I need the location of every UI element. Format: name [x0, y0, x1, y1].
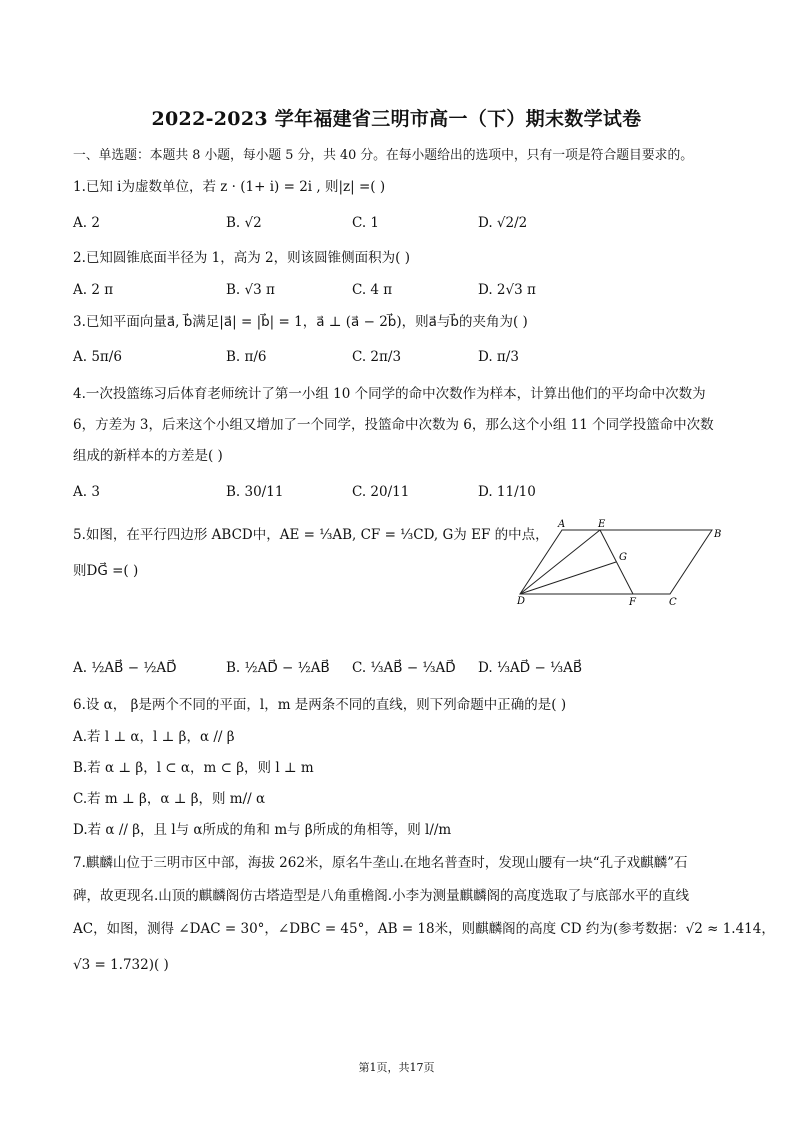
question-1-stem: 1.已知 i为虚数单位，若 z · (1+ i) = 2i , 则|z| =( ) [73, 179, 386, 195]
q5-option-b: B. ½AD⃗ − ½AB⃗ [226, 660, 330, 676]
segment-ef [600, 530, 633, 594]
q1-option-b: B. √2 [226, 215, 262, 231]
question-3-stem: 3.已知平面向量a⃗, b⃗满足|a⃗| = |b⃗| = 1，a⃗ ⊥ (a⃗ − 2b⃗)，则a⃗与b⃗的夹角为( ) [73, 314, 528, 330]
q4-option-d: D. 11/10 [478, 484, 536, 500]
paper-title: 2022-2023 学年福建省三明市高一（下）期末数学试卷 [151, 108, 642, 130]
q5-option-c: C. ⅓AB⃗ − ⅓AD⃗ [352, 660, 456, 676]
label-d: D [517, 596, 526, 607]
question-4-line-1: 4.一次投篮练习后体育老师统计了第一小组 10 个同学的命中次数作为样本，计算出他们的平均命中次数为 [73, 386, 706, 402]
q6-option-b: B.若 α ⊥ β，l ⊂ α，m ⊂ β，则 l ⊥ m [73, 760, 314, 776]
segment-dg [520, 562, 616, 594]
q5-option-a: A. ½AB⃗ − ½AD⃗ [73, 660, 177, 676]
q1-option-a: A. 2 [73, 215, 100, 231]
section-heading: 一、单选题：本题共 8 小题，每小题 5 分，共 40 分。在每小题给出的选项中，只有一项是符合题目要求的。 [73, 148, 694, 163]
q2-option-b: B. √3 π [226, 282, 275, 298]
question-2-stem: 2.已知圆锥底面半径为 1，高为 2，则该圆锥侧面积为( ) [73, 250, 410, 266]
q3-option-d: D. π/3 [478, 349, 519, 365]
q6-option-c: C.若 m ⊥ β，α ⊥ β，则 m// α [73, 791, 266, 807]
question-7-line-4: √3 = 1.732)( ) [73, 957, 169, 973]
label-e: E [598, 519, 606, 530]
question-4-line-2: 6，方差为 3，后来这个小组又增加了一个同学，投篮命中次数为 6，那么这个小组 11 个同学投篮命中次数 [73, 417, 714, 433]
q4-option-c: C. 20/11 [352, 484, 410, 500]
q6-option-d: D.若 α // β，且 l与 α所成的角和 m与 β所成的角相等，则 l//m [73, 822, 452, 838]
q2-option-c: C. 4 π [352, 282, 393, 298]
q3-option-a: A. 5π/6 [73, 349, 122, 365]
parallelogram-figure [512, 516, 732, 612]
q3-option-c: C. 2π/3 [352, 349, 402, 365]
q3-option-b: B. π/6 [226, 349, 267, 365]
question-5-ask: 则DG⃗ =( ) [73, 563, 139, 579]
page-footer: 第1页，共17页 [358, 1061, 435, 1074]
question-4-line-3: 组成的新样本的方差是( ) [73, 448, 223, 464]
label-b: B [714, 529, 722, 540]
q1-option-c: C. 1 [352, 215, 380, 231]
q6-option-a: A.若 l ⊥ α，l ⊥ β，α // β [73, 729, 235, 745]
question-6-stem: 6.设 α， β是两个不同的平面，l，m 是两条不同的直线，则下列命题中正确的是( ) [73, 697, 567, 713]
q4-option-b: B. 30/11 [226, 484, 284, 500]
label-g: G [619, 552, 627, 563]
label-a: A [558, 519, 566, 530]
question-5-stem: 5.如图，在平行四边形 ABCD中，AE = ⅓AB, CF = ⅓CD, G为 EF 的中点， [73, 527, 549, 543]
q1-option-d: D. √2/2 [478, 215, 528, 231]
question-7-line-3: AC，如图，测得 ∠DAC = 30°，∠DBC = 45°，AB = 18米，则麒麟阁的高度 CD 约为(参考数据：√2 ≈ 1.414， [73, 921, 775, 937]
question-7-line-2: 碑，故更现名.山顶的麒麟阁仿古塔造型是八角重檐阁.小李为测量麒麟阁的高度选取了与底部水平的直线 [73, 888, 690, 904]
segment-de [520, 530, 600, 594]
label-c: C [669, 597, 677, 608]
q2-option-a: A. 2 π [73, 282, 114, 298]
question-7-line-1: 7.麒麟山位于三明市区中部，海拔 262米，原名牛垄山.在地名普查时，发现山腰有一块“孔子戏麒麟”石 [73, 855, 688, 871]
q5-option-d: D. ⅓AD⃗ − ⅓AB⃗ [478, 660, 583, 676]
q2-option-d: D. 2√3 π [478, 282, 536, 298]
q4-option-a: A. 3 [73, 484, 100, 500]
label-f: F [629, 597, 636, 608]
